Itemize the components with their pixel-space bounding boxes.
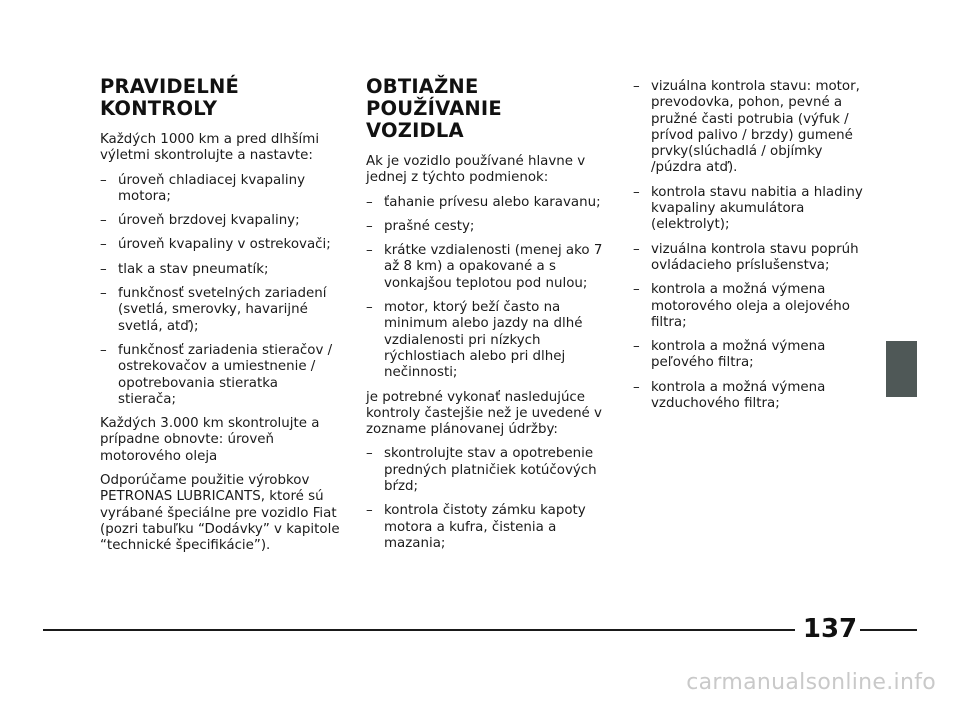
list-item: – kontrola a možná výmena vzduchového filtra;: [633, 380, 873, 413]
column-periodic-checks: [100, 76, 340, 563]
periodic-checks-list: [100, 173, 340, 409]
list-item: – kontrola stavu nabitia a hladiny kvapaliny akumulátora (elektrolyt);: [633, 185, 873, 234]
frequent-checks-paragraph: je potrebné vykonať nasledujúce kontroly častejšie než je uvedené v zozname plánovanej údržby:: [366, 389, 602, 438]
list-item: – kontrola a možná výmena peľového filtra;: [633, 339, 873, 372]
heading-periodic-checks: PRAVIDELNÉ KONTROLY: [100, 75, 239, 120]
list-item: – vizuálna kontrola stavu: motor, prevodovka, pohon, pevné a pružné časti potrubia (výfuk / prívod palivo / brzdy) gumené prvky(slúchadlá / objímky /púzdra atď).: [633, 79, 873, 177]
lubricant-recommendation: Odporúčame použitie výrobkov PETRONAS LUBRICANTS, ktoré sú vyrábané špeciálne pre vozidlo Fiat (pozri tabuľku “Dodávky” v kapitole “technické špecifikácie”).: [100, 473, 340, 554]
list-item: – motor, ktorý beží často na minimum alebo jazdy na dlhé vzdialenosti pri nízkych rýchlostiach alebo pri dlhej nečinnosti;: [366, 300, 606, 381]
list-item: – tlak a stav pneumatík;: [100, 262, 340, 278]
list-item: – vizuálna kontrola stavu poprúh ovládacieho príslušenstva;: [633, 242, 873, 275]
list-item: – krátke vzdialenosti (menej ako 7 až 8 km) a opakované a s vonkajšou teplotou pod nulou;: [366, 243, 606, 292]
intro-periodic-checks: Každých 1000 km a pred dlhšími výletmi skontrolujte a nastavte:: [100, 132, 320, 164]
list-item: – prašné cesty;: [366, 219, 606, 235]
chapter-side-tab: [886, 341, 917, 397]
column-severe-use: [366, 76, 606, 560]
watermark-text: carmanualsonline.info: [686, 670, 936, 695]
list-item: – úroveň kvapaliny v ostrekovači;: [100, 237, 340, 253]
page-number: 137: [802, 614, 858, 644]
heading-severe-use: OBTIAŽNE POUŽÍVANIE VOZIDLA: [366, 75, 502, 142]
oil-check-paragraph: Každých 3.000 km skontrolujte a prípadne obnovte: úroveň motorového oleja: [100, 416, 320, 464]
list-item: – funkčnosť svetelných zariadení (svetlá, smerovky, havarijné svetlá, atď);: [100, 286, 340, 335]
continued-checks-list: [633, 79, 873, 412]
list-item: – kontrola a možná výmena motorového oleja a olejového filtra;: [633, 282, 873, 331]
list-item: – ťahanie prívesu alebo karavanu;: [366, 195, 606, 211]
list-item: – skontrolujte stav a opotrebenie predných platničiek kotúčových bŕzd;: [366, 446, 606, 495]
list-item: – úroveň chladiacej kvapaliny motora;: [100, 173, 340, 206]
column-continued-checks: [633, 79, 873, 420]
frequent-checks-list: [366, 446, 606, 552]
list-item: – úroveň brzdovej kvapaliny;: [100, 213, 340, 229]
list-item: – funkčnosť zariadenia stieračov / ostrekovačov a umiestnenie / opotrebovania stieratka stierača;: [100, 343, 340, 408]
severe-conditions-list: [366, 195, 606, 382]
footer-rule-right: [860, 629, 917, 631]
intro-severe-use: Ak je vozidlo používané hlavne v jednej z týchto podmienok:: [366, 154, 586, 186]
footer-rule-left: [43, 629, 795, 631]
list-item: – kontrola čistoty zámku kapoty motora a kufra, čistenia a mazania;: [366, 503, 606, 552]
